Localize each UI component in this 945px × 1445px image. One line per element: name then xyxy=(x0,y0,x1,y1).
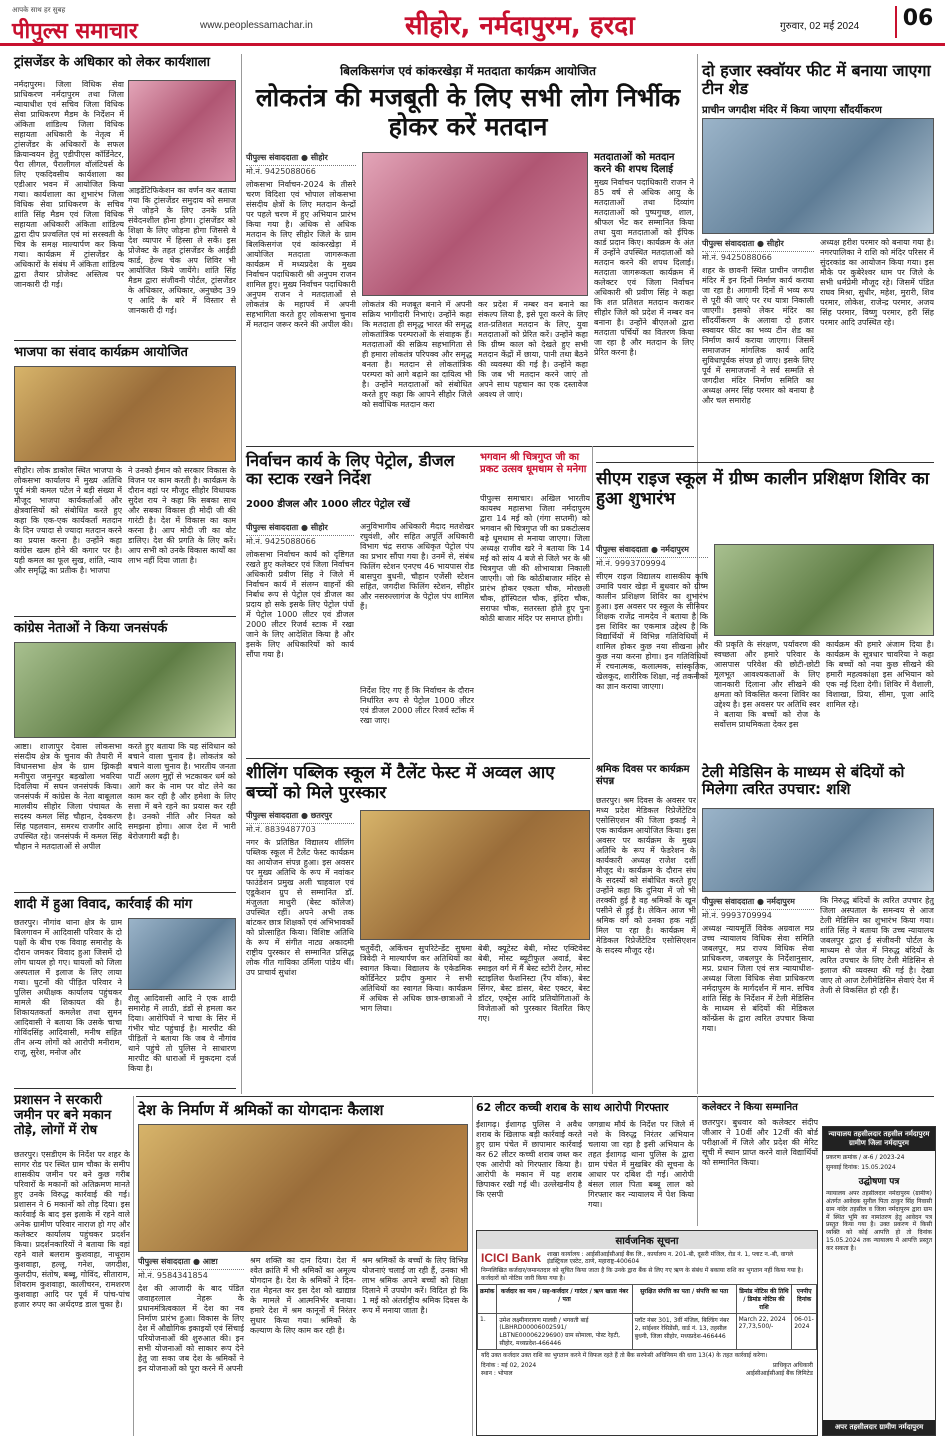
divider xyxy=(14,340,236,341)
table-cell: 06-01-2024 xyxy=(792,1313,817,1349)
ad-icici-place: स्थान : भोपाल xyxy=(481,1369,513,1377)
issue-date: गुरुवार, 02 मई 2024 xyxy=(780,21,860,32)
body-shilling: नगर के प्रतिष्ठित विद्यालय शीलिंग पब्लिक स्कूल में टैलेंट फेस्ट कार्यक्रम का आयोजन संपन्न हुआ। इस अवसर पर मुख्य अतिथि के रूप में नवांकर फाउंडेशन प्रमुख अली चाहवाल एवं एडूकेशन ग्रुप से सम्मानित डॉ. मंजुलता माथुरी (बेस्ट कॉलेज) उपस्थित रहीं। अपने अभी तक बांटकर छात्र शिक्षकों एवं अभिभावकों को प्रोत्साहित किया। विशिष्ट अतिथि के रूप में संगीत नाट्य अकादमी राष्ट्रीय पुरस्कार से सम्मानित प्रसिद्ध लोक गीत गायिका उर्मिला पांडेय थीं। उप प्राचार्य सुधांश xyxy=(246,838,354,977)
tehsil-body: न्यायालय अपर तहसीलदार नर्मदापुरम (ग्रामीण) अंतर्गत आवेदक सुनील पिता ठाकुर सिंह निवासी ग्राम नांदेर तहसील व जिला नर्मदापुरम द्वारा ग्राम में स्थित भूमि का नामांतरण हेतु आवेदन पत्र प्रस्तुत किया गया है। उक्त प्रकरण में किसी व्यक्ति को कोई आपत्ति हो तो दिनांक 15.05.2024 तक न्यायालय में आपत्ति प्रस्तुत कर सकता है। xyxy=(826,1190,932,1252)
mobile-petrol: मो.नं. 9425088066 xyxy=(246,537,316,546)
body-tinshed: शहर के छावनी स्थित प्राचीन जगदीश मंदिर में इन दिनों निर्माण कार्य कराया जा रहा है। आगामी दिनों में भव्य रूप से पूरी की जाएं पर रथ यात्रा निकाली जाएगी। इसको लेकर मंदिर का सौंदर्यीकरण के अलावा दो हजार स्क्वायर फीट का भव्य टीन शेड का निर्माण कार्य कराया जाएगा। जिसमें समाजजन मांगलिक कार्य आदि सुविधापूर्वक संपन्न हो जाए। इसके लिए पूर्व में समाजजनों ने सर्व सम्मति से जगदीश मंदिर निर्माण समिति का अध्यक्ष अमर सिंह परमार को बनाया है और चल समारोह xyxy=(702,266,814,405)
photo-shilling-award xyxy=(360,810,590,940)
photo-bjp-event xyxy=(14,366,236,462)
byline-cmrise: पीपुल्स संवाददाता ● नर्मदापुरम xyxy=(596,544,708,558)
ad-icici-footer: यदि उक्त कर्जदार उक्त राशि का भुगतान करने में विफल रहते हैं तो बैंक सरफेसी अधिनियम की धारा 13(4) के तहत कार्रवाई करेगा। xyxy=(481,1351,768,1359)
byline-petrol: पीपुल्स संवाददाता ● सीहोर xyxy=(246,522,354,536)
ad-icici-notice xyxy=(476,1230,818,1436)
newspaper-logo xyxy=(12,6,138,45)
divider xyxy=(246,446,694,447)
body-cmrise-3: कार्यक्रम की हमारे अंजाम दिया है। कार्यक्रम के सूत्रधार चावरिया ने कहा कि बच्चों को नया कुछ सीखने की हमारी महत्वकांक्षा इस अभियान को एक नई दिशा देगी। शिविर में वैशाली, विशाखा, प्रिया, सीमा, पूजा आदि शामिल रहे। xyxy=(826,640,934,709)
headline-congress: कांग्रेस नेताओं ने किया जनसंपर्क xyxy=(14,621,168,636)
headline-liquor: 62 लीटर कच्ची शराब के साथ आरोपी गिरफ्तार xyxy=(476,1101,669,1114)
table-row xyxy=(478,1284,817,1313)
table-cell: 1. xyxy=(478,1313,497,1349)
photo-marriage xyxy=(128,918,236,990)
logo-text: पीपुल्स समाचार xyxy=(12,19,138,44)
divider xyxy=(136,1096,934,1097)
tehsil-footer: अपर तहसीलदार ग्रामीण नर्मदापुरम xyxy=(823,1420,935,1435)
body-petrol: लोकसभा निर्वाचन कार्य को दृष्टिगत रखते हुए कलेक्टर एवं जिला निर्वाचन अधिकारी प्रवीण सिंह ने जिले में निर्वाचन कार्य में संलग्न वाहनों की निर्बाध रूप से पेट्रोल एवं डीजल का प्रदाय हो सके इसके लिए पेट्रोल पंपों में पेट्रोल 1000 लीटर एवं डीजल 2000 लीटर रिजर्व स्टाक में रखा जाने के लिए आदेशित किया है और इसके लिए अधिकारियों को कार्य सौंपा गया है। xyxy=(246,550,354,659)
body-labourday: छतरपुर। श्रम दिवस के अवसर पर मध्य प्रदेश मेडिकल रिप्रेजेंटेटिव एसोसिएशन की जिला इकाई ने एक कार्यक्रम आयोजित किया। इस अवसर पर कार्यक्रम के मुख्य अतिथि के रूप में फेडरेशन के कार्यकारी अध्यक्ष राजेश दर्शी मौजूद थे। कार्यक्रम के दौरान संघ के सदस्यों को संबोधित करते हुए उन्होंने कहा कि दुनिया में जो भी तरक्की हुई है वह श्रमिकों के खून पसीने से हुई है। लेकिन आज भी श्रमिक वर्ग को उनका हक नहीं मिल पा रहा है। कार्यक्रम में मेडिकल रिप्रेजेंटेटिव एसोसिएशन के सदस्य मौजूद रहे। xyxy=(596,796,696,955)
tehsil-title: उद्घोषणा पत्र xyxy=(858,1177,900,1188)
byline-tinshed: पीपुल्स संवाददाता ● सीहोर xyxy=(702,238,814,252)
mobile-cmrise: मो.नं. 9993709994 xyxy=(596,559,666,568)
headline-labourday: श्रमिक दिवस पर कार्यक्रम संपन्न xyxy=(596,764,690,787)
column-rule xyxy=(133,1096,134,1436)
photo-temple xyxy=(702,118,934,234)
column-rule xyxy=(697,1096,698,1226)
col-header: क्रमांक xyxy=(478,1284,497,1313)
ad-icici-bank-logo: ICICI Bank xyxy=(481,1251,542,1266)
ad-tehsil-notice xyxy=(822,1126,936,1436)
body-liquor: ईशागढ़। ईशागढ़ पुलिस ने अवैध शराब के खिलाफ बड़ी कार्रवाई करते हुए ग्राम पंचेत में छापामार कार्रवाई कर 62 लीटर कच्ची शराब जब्त कर एक आरोपी को गिरफ्तार किया है। आरोपी के मकान में यह शराब छिपाकर रखी गई थी। उल्लेखनीय है कि एसपी xyxy=(476,1120,582,1199)
headline-telemedicine: टेली मेडिसिन के माध्यम से बंदियों को मिलेगा त्वरित उपचार: शशि xyxy=(702,763,905,799)
col-header: डिमांड नोटिस की तिथि / डिमांड नोटिस की राशि xyxy=(736,1284,792,1313)
subhead-tinshed: प्राचीन जगदीश मंदिर में किया जाएगा सौंदर्यीकरण xyxy=(702,105,882,116)
divider xyxy=(14,1088,236,1089)
body-cmrise-2: की प्रकृति के संरक्षण, पर्यावरण की स्वच्छता और हमारे परिवार के आसपास परिवेश की छोटी-छोटी मूलभूत आवश्यकताओं के लिए जानकारी दिलाना और सीखने की क्षमता को विकसित करना शिविर का उद्देश्य है। इस अवसर पर अतिथि स्वर ने बताया कि बच्चों को रोज के सर्वोत्तम प्राथमिकता देकर इस xyxy=(714,640,820,729)
body-congress-2: करते हुए बताया कि यह संविधान को बचाने वाला चुनाव है। लोकतंत्र को बचाने वाला चुनाव है। भारतीय जनता पार्टी अलग मुद्दों से भटकाकर धर्म को आगे कर के नाम पर वोट लेने का काम कर रही है और हमेशा के लिए सत्ता में बने रहने का प्रयास कर रही है। उनको नीति और नियत को समझना होगा। आज देश में भारी बेरोजगारी बढ़ी है। xyxy=(128,742,236,841)
body-bjp: सीहोर। लोक डाकोल स्थित भाजपा के लोकसभा कार्यालय में मुख्य अतिथि पूर्व मंत्री कमल पटेल ने बड़ी संख्या में मौजूद भाजपा कार्यकर्ताओं और क्षेत्रवासियों को संबोधित करते हुए कहा कि एक-एक कार्यकर्ता मतदान के दिन ज्यादा से ज्यादा मतदान करने का प्रयास करना है। उन्होंने कहा कांग्रेस खत्म होने की कगार पर है। यही कमल का फूल सुख, शांति, न्याय और समृद्धि का प्रतीक है। भाजपा xyxy=(14,466,122,575)
tehsil-header: न्यायालय तहसीलदार तहसील नर्मदापुरम ग्रामीण जिला नर्मदापुरम xyxy=(823,1127,935,1151)
table-row xyxy=(478,1313,817,1349)
divider xyxy=(14,616,236,617)
body-tinshed-2: अध्यक्ष हरीश परमार को बनाया गया है। नगरपालिका ने राशि को मंदिर परिसर में सुंदरकांड का आयोजन किया गया। इस मौके पर कुबेरेश्वर धाम पर जिले के सभी धर्मप्रेमी मौजूद रहे। जिसमें पंडित राघव मिश्रा, सुधीर, महेश, मुरारी, शिव परमार, लोकेश, राजेन्द्र परमार, अजय सिंह परमार, विष्णु परमार, हरी सिंह परमार आदि उपस्थित रहे। xyxy=(820,238,934,327)
demand-amount: 27,73,500/- xyxy=(738,1322,774,1330)
ad-icici-intro: निम्नलिखित कर्जदार/जमानतदार को सूचित किया जाता है कि उनके द्वारा बैंक से लिए गए ऋण के संबंध में बकाया राशि का भुगतान नहीं किया गया है। कर्जदारों को नोटिस जारी किया गया है। xyxy=(481,1267,804,1282)
table-cell xyxy=(736,1313,792,1349)
column-rule xyxy=(472,1096,473,1436)
divider xyxy=(14,892,236,893)
ad-icici-sign: प्राधिकृत अधिकारी xyxy=(772,1361,813,1369)
photo-telemedicine xyxy=(702,808,934,892)
body-shilling-2: चतुर्वेदी, अकिंचन सुपरिटेन्डेंट सुषमा त्रिवेदी ने माल्यार्पण कर अतिथियों का स्वागत किया। विद्यालय के एकेडमिक कोर्डिनेटर प्रदीप कुमार ने सभी अतिथियों का स्वागत किया। कार्यक्रम में अधिक से अधिक छात्र-छात्राओं ने भाग लिया। xyxy=(360,944,472,1013)
column-rule xyxy=(592,446,593,1094)
column-rule xyxy=(241,54,242,1094)
divider xyxy=(246,758,590,759)
divider xyxy=(596,462,934,463)
col-header: सुरक्षित संपत्ति का पता / संपत्ति का पता xyxy=(632,1284,736,1313)
tehsil-date: सुनवाई दिनांक: 15.05.2024 xyxy=(826,1164,896,1172)
body-lead-2: लोकतंत्र की मजबूत बनाने में अपनी सक्रिय भागीदारी निभाएं। उन्होंने कहा कि मतदाता ही समृद्ध भारत की समृद्ध लोकतांत्रिक परम्पराओं के संवाहक हैं। मतदाताओं की सक्रिय सहभागिता से ही हमारा लोकतंत्र परिपक्व और समृद्ध बनता है। मतदान से लोकतांत्रिक परम्परा को आगे बढ़ाने का दायित्व भी है। उन्होंने मतदाताओं को संबोधित करते हुए कहा कि आपने सीहोर जिले को सर्वाधिक मतदान करा xyxy=(362,300,472,409)
photo-speaker xyxy=(128,80,236,182)
ad-icici-header: सार्वजनिक सूचना xyxy=(477,1231,817,1249)
body-lead: लोकसभा निर्वाचन-2024 के तीसरे चरण विदिशा एवं भोपाल लोकसभा संसदीय क्षेत्रों के लिए मतदान केन्द्रों पर पहले चरण में हुए अभियान प्रारंभ किया गया है। अधिक से अधिक मतदान के लिए सीहोर जिले के ग्राम बिलकिसगंज एवं कांकरखेड़ा में आयोजित मतदाता जागरूकता कार्यक्रम में मध्यप्रदेश के मुख्य निर्वाचन पदाधिकारी श्री अनुपम राजन शामिल हुए। मुख्य निर्वाचन पदाधिकारी अनुपम राजन ने मतदाताओं से लोकतंत्र के महापर्व में अपनी सहभागिता करते हुए लोकसभा चुनाव में मतदान जरूर करने की अपील की। xyxy=(246,180,356,329)
headline-bjp: भाजपा का संवाद कार्यक्रम आयोजित xyxy=(14,345,188,360)
website-link[interactable]: www.peoplessamachar.in xyxy=(200,20,313,31)
headline-labour-nation: देश के निर्माण में श्रमिकों का योगदानः कैलाश xyxy=(138,1101,384,1119)
headline-tinshed: दो हजार स्क्वॉयर फीट में बनाया जाएगा टीन शेड xyxy=(702,61,931,99)
mobile-shilling: मो.नं. 8839487703 xyxy=(246,825,316,834)
body-labour-nation-2: श्रम शक्ति का दान दिया। देश में श्वेत क्रांति में भी श्रमिकों का अमूल्य योगदान है। देश के श्रमिकों ने दिन-रात मेहनत कर इस देश को खाद्यान्न के मामले में आत्मनिर्भर बनाया। हमारे देश में श्रम कानूनों में निरंतर सुधार किया गया। श्रमिकों के कल्याण के लिए काम कर रही है। xyxy=(250,1256,356,1335)
body-labour-nation: देश की आजादी के बाद पंडित जवाहरलाल नेहरू के प्रधानमंत्रित्वकाल में देश का नव निर्माण प्रारंभ हुआ। विकास के लिए देश में औद्योगिक इकाइयों एवं सिंचाई परियोजनाओं की शुरुआत की। इन सभी योजनाओं को साकार रूप देने हेतु जा सका जब देश के श्रमिकों ने इन योजनाओं को पूरा करने में अपनी xyxy=(138,1284,244,1373)
mobile-telemedicine: मो.नं. 9993709994 xyxy=(702,911,772,920)
page-number: 06 xyxy=(895,6,939,38)
byline-telemedicine: पीपुल्स संवाददाता ● नर्मदापुरम xyxy=(702,896,814,910)
byline-lead: पीपुल्स संवाददाता ● सीहोर xyxy=(246,152,356,166)
ad-icici-date: दिनांक : मई 02, 2024 xyxy=(481,1361,537,1369)
mobile-lead: मो.नं. 9425088066 xyxy=(246,167,316,176)
body-congress: आष्टा। शाजापुर देवास लोकसभा संसदीय क्षेत्र के चुनाव की तैयारी में विधानसभा क्षेत्र के ग्राम झिकड़ी मनीपुरा जमुनपुर बड़खोला भवरिया दिवलिया में सघन जनसंपर्क किया। जनसंपर्क में कांग्रेस के नेता बाबूलाल मालवीय सीहोर जिला पंचायत के सदस्य कमल सिंह चौहान, देवकरण सिंह पहलवान, समरथ राजगीर आदि उपस्थित रहे। जनसंपर्क में कमल सिंह चौहान ने मतदाताओं से अपील xyxy=(14,742,122,851)
table-cell: प्लॉट नंबर 301, 3वीं मंजिल, बिल्डिंग नंबर 2, सांईश्वर रेसिडेंसी, वार्ड नं. 13, तहसील बुधनी, जिला सीहोर, मध्यप्रदेश-466446 xyxy=(632,1313,736,1349)
headline-voters: मतदाताओं को मतदान करने की शपथ दिलाई xyxy=(594,152,675,175)
ad-icici-table xyxy=(477,1284,817,1350)
headline-shilling: शीलिंग पब्लिक स्कूल में टैलेंट फेस्ट में अव्वल आए बच्चों को मिले पुरस्कार xyxy=(246,763,555,803)
headline-petrol: निर्वाचन कार्य के लिए पेट्रोल, डीजल का स्टाक रखने निर्देश xyxy=(246,451,455,489)
photo-lead-voters xyxy=(362,152,588,296)
ad-icici-sign-bank: आईसीआईसीआई बैंक लिमिटेड xyxy=(745,1369,813,1377)
headline-lead: लोकतंत्र की मजबूती के लिए सभी लोग निर्भीक होकर करें मतदान xyxy=(255,83,681,141)
mobile-tinshed: मो.नं. 9425088066 xyxy=(702,253,772,262)
body-labour-nation-3: श्रम श्रमिकों के बच्चों के लिए विभिन्न योजनाएं चलाई जा रही हैं, उनका भी लाभ श्रमिक अपने बच्चों को शिक्षा दिलाने में उपयोग करें। विदित हो कि 1 मई को अंतर्राष्ट्रीय श्रमिक दिवस के रूप में मनाया जाता है। xyxy=(362,1256,468,1315)
headline-chitragupta: भगवान श्री चित्रगुप्त जी का प्रकट उत्सव धूमधाम से मनेगा xyxy=(480,452,587,475)
kicker-lead: बिलकिसगंज एवं कांकरखेड़ा में मतदाता कार्यक्रम आयोजित xyxy=(340,64,596,78)
mobile-labour-nation: मो.नं. 9584341854 xyxy=(138,1271,208,1280)
byline-labour-nation: पीपुल्स संवाददाता ● आष्टा xyxy=(138,1256,244,1270)
body-marriage-2: शैलू आदिवासी आदि ने एक शादी समारोह में लाठी, डंडों से हमला कर दिया। आरोपियों ने चाचा के सिर में गंभीर चोट पहुंचाई है। मारपीट की पीड़ितों ने बताया कि जब वे नौगांव थाने पहुंचे तो पुलिस ने साधारण मारपीट की धाराओं में मुकदमा दर्ज किया है। xyxy=(128,994,236,1073)
ad-icici-office: शाखा कार्यालय : आईसीआईसीआई बैंक लि., कार्यालय न. 201-बी, दूसरी मंजिल, रोड नं. 1, प्लाट न.-बी, वागले इंडस्ट्रियल एस्टेट, ठाणे, महाराष्ट्र-400604 xyxy=(547,1251,794,1266)
headline-marriage: शादी में हुआ विवाद, कार्रवाई की मांग xyxy=(14,897,193,912)
body-petrol-3: निर्देश दिए गए हैं कि निर्वाचन के दौरान निर्धारित रूप से पेट्रोल 1000 लीटर एवं डीजल 2000 लीटर रिजर्व स्टॉक में रखा जाए। xyxy=(360,686,474,725)
body-voters: मुख्य निर्वाचन पदाधिकारी राजन ने 85 वर्ष से अधिक आयु के मतदाताओं तथा दिव्यांग मतदाताओं को पुष्पगुच्छ, शाल, श्रीफल भेंट कर सम्मानित किया तथा युवा मतदाताओं को ईपिक कार्ड प्रदान किए। कार्यक्रम के अंत में उन्होंने उपस्थित मतदाताओं को मतदान करने की शपथ दिलाई। मतदाता जागरूकता कार्यक्रम में कलेक्टर एवं जिला निर्वाचन अधिकारी श्री प्रवीण सिंह ने कहा कि शत प्रतिशत मतदान कराकर सीहोर जिले को प्रदेश में नम्बर वन बनाना है। उन्होंने बीएलओ द्वारा मतदाता पर्चियों का वितरण किया जा रहा है और मतदान के लिए प्रेरित करना है। xyxy=(594,178,694,357)
body-marriage: छतरपुर। नौगांव थाना क्षेत्र के ग्राम बिलगावन में आदिवासी परिवार के दो पक्षों के बीच एक विवाह समारोह के दौरान जमकर विवाद हुआ जिसमें दो लोग घायल हो गए। घायलों को जिला अस्पताल में इलाज के लिए लाया गया। घुटनों की पीड़ित परिवार ने पुलिस अधीक्षक कार्यालय पहुंचकर मामले की शिकायत की है। शिकायतकर्ता कमलेश तथा सुमन आदिवासी ने बताया कि उसके चाचा गोविंदसिंह आदिवासी, मनीष सहित तीन अन्य लोगों को आरोपी मनीराम, राजू, सुरेश, मनोज और xyxy=(14,918,122,1057)
body-telemedicine-2: कि निरुद्ध बंदियों के त्वरित उपचार हेतु जिला अस्पताल के समन्वय से आज टेली मेडिसिन का शुभारंभ किया गया। शांति सिंह ने बताया कि उच्च न्यायालय जबलपुर द्वारा ई संजीवनी पोर्टल के माध्यम से जेल में निरुद्ध बंदियों के त्वरित उपचार के लिए टेली मेडिसिन से इलाज की व्यवस्था की गई है। देखा जाए तो आज टेलीमेडिसिन सेवाएं देश में तेजी से विकसित हो रही हैं। xyxy=(820,896,934,995)
body-chitragupta: पीपुल्स समाचार। अखिल भारतीय कायस्थ महासभा जिला नर्मदापुरम द्वारा 14 मई को (गंगा सप्तमी) को भगवान श्री चित्रगुप्त जी का प्रकटोत्सव बड़े धूमधाम से मनाया जाएगा। जिला अध्यक्ष राजीव खरे ने बताया कि 14 मई को सांय 4 बजे से जिले भर के श्री चित्रगुप्त जी की शोभायात्रा निकाली जाएगी। जो कि कोठीबाजार मंदिर से प्रारंभ होकर एकता चौक, मोरछली चौक, हॉस्पिटल चौक, इंदिरा चौक, सराफा चौक, सतरस्ता होते हुए पुनः कोठी बाजार मंदिर पर समाप्त होगी। xyxy=(480,494,590,623)
photo-labour-nation xyxy=(138,1124,468,1252)
byline-shilling: पीपुल्स संवाददाता ● छतरपुर xyxy=(246,810,354,824)
body-encroach: छतरपुर। एसडीएम के निर्देश पर शहर के सागर रोड पर स्थित ग्राम चौका के समीप शासकीय जमीन पर बने कुछ गरीब परिवारों के मकानों को अतिक्रमण मानते हुए उनके विरुद्ध कार्रवाई की गई। प्रशासन ने 6 मकानों को तोड़ दिया। इस कार्रवाई के बाद इस इलाके में रहने वाले अनेक ग्रामीण परिवार नाराज हो गए और कलेक्टर कार्यालय पहुंचकर प्रदर्शन किया। प्रदर्शनकारियों ने बताया कि वहां रहने वाले बलराम कुशवाहा, नाथूराम कुशवाहा, हल्लू, गनेश, जगदीश, कुलदीप, संतोष, बब्बू, गोविंद, सीताराम, शिवराम कुशवाहा, कालीचरन, रामशरण कुशवाहा आदि पर पूर्व में पांच-पांच हजार रुपए का अर्थदण्ड डाल चुका है। xyxy=(14,1150,130,1309)
body-bjp-2: ने उनको ईमान को सरकार विकास के विजन पर काम करती है। कार्यक्रम के दौरान वहां पर मौजूद सीहोर विधायक सुदेश राय ने कहा कि सबका साथ और सबका विकास ही मोदी जी की गारंटी है। देश में विकास का काम करना है। आप मोदी जी का वोट डालिए। देश की प्रगति के लिए करें। आप सभी को उनके विकास कार्यों का लाभ नहीं दिया जाता है। xyxy=(128,466,236,565)
logo-tagline: आपके साथ हर सुबह xyxy=(12,6,66,14)
body-collector: छतरपुर। बुधवार को कलेक्टर संदीप जीआर ने 10वीं और 12वीं की बोर्ड परीक्षाओं में जिले और प्रदेश की मेरिट सूची में स्थान प्राप्त करने वाले विद्यार्थियों को सम्मानित किया। xyxy=(702,1118,818,1167)
headline-transgender: ट्रांसजेंडर के अधिकार को लेकर कार्यशाला xyxy=(14,55,210,70)
table-cell: उमेश लक्ष्मीनारायण मालवी / भगवती बाई (LBHRD00006002591/ LBTNE00006229690) ग्राम सोमाला, पोस्ट रेहटी, सीहोर, मध्यप्रदेश-466446 xyxy=(497,1313,632,1349)
tehsil-case: प्रकरण क्रमांक / अ-6 / 2023-24 xyxy=(826,1154,905,1162)
body-lead-3: कर प्रदेश में नम्बर वन बनाने का संकल्प लिया है, इसे पूरा करने के लिए शत-प्रतिशत मतदान के लिए, युवा मतदाताओं को प्रेरित करें। उन्होंने कहा कि ग्रीष्म काल को देखते हुए सभी मतदान केंद्रों में छाया, पानी तथा बैठने की व्यवस्था की गई है। उन्होंने कहा कि जब भी मतदान करने जाएं तो अपने साथ पहचान का एक दस्तावेज अवश्य ले जाएं। xyxy=(478,300,588,399)
headline-encroach: प्रशासन ने सरकारी जमीन पर बने मकान तोड़े, लोगों में रोष xyxy=(14,1093,112,1138)
body-petrol-2: अनुविभागीय अधिकारी मैदाद मतशेखर रघुवंशी, और सहित अपूर्ति अधिकारी विभाग चंद्र सराफ अधिकृत पेट्रोल पंप का प्रभार सौंपा गया है। उनमें से, संबंध फिलिंग स्टेशन एनएच 46 भायपास रोड बासपुरा बुधनी, चौहान एजेंसी स्टेशन सहित, जगदीश फिलिंग स्टेशन, सीहोर और नसरुल्लागंज के पेट्रोल पंप शामिल हैं। xyxy=(360,522,474,611)
demand-date: March 22, 2024 xyxy=(738,1315,786,1323)
col-header: एनपीए दिनांक xyxy=(792,1284,817,1313)
body-shilling-3: बेबी, क्यूटेस्ट बेबी, मोस्ट एक्टिवेस्ट बेबी, मोस्ट ब्यूटीफुल अवार्ड, बेस्ट स्माइल वर्ग में मैं बेस्ट स्टोरी टेलर, मोस्ट स्टाइलिश फैशनिस्टा (रैंप वॉक), बेस्ट सिंगर, बेस्ट डांसर, बेस्ट एक्टर, बेस्ट डॉटर, एक्ट्रेस आदि प्रतियोगिताओं के विजेताओं को पुरस्कार वितरित किए गए। xyxy=(478,944,590,1023)
headline-cmrise: सीएम राइज स्कूल में ग्रीष्म कालीन प्रशिक्षण शिविर का हुआ शुभारंभ xyxy=(596,469,930,509)
photo-congress xyxy=(14,642,236,738)
body-cmrise: सीएम राइज विद्यालय शासकीय कृषि उमावि पवार खेड़ा में बुधवार को ग्रीष्म कालीन प्रशिक्षण शिविर का शुभारंभ हुआ। इस अवसर पर स्कूल के सीनियर शिक्षक राजेंद्र नामदेव ने बताया है कि इस शिविर का एकमात्र उद्देश्य है कि विद्यार्थियों में विभिन्न गतिविधियों में शामिल होकर कुछ नया सीखना और कुछ नया करना होगा। इन गतिविधियों में रचनात्मक, कलात्मक, सांस्कृतिक, खेलकूद, शारीरिक शिक्षा, नई तकनीकों का ज्ञान कराया जाएगा। xyxy=(596,572,708,691)
photo-cmrise xyxy=(714,544,934,636)
col-header: कर्जदार का नाम / सह-कर्जदार / गारंटर / ऋण खाता नंबर / पता xyxy=(497,1284,632,1313)
body-liquor-2: जगन्नाथ मौर्य के निर्देश पर जिले में नशे के विरुद्ध निरंतर अभियान चलाया जा रहा है इसी अभियान के तहत ईशागढ़ थाना पुलिस के द्वारा ग्राम पंचेत में मुखबिर की सूचना के आधार पर दबिश दी गई। आरोपी बंसल लाल पिता बब्बू लाल को गिरफ्तार कर न्यायालय में पेश किया गया। xyxy=(588,1120,694,1209)
headline-collector: कलेक्टर ने किया सम्मानित xyxy=(702,1102,798,1113)
body-telemedicine: अध्यक्ष न्यायमूर्ति विवेक अग्रवाल मप्र उच्च न्यायालय विधिक सेवा समिति जबलपुर, मप्र राज्य विधिक सेवा प्राधिकरण, जबलपुर के निर्देशानुसार, मप्र. प्रधान जिला एवं सत्र न्यायाधीश-अध्यक्ष जिला विधिक सेवा प्राधिकरण नर्मदापुरम के मार्गदर्शन में मान. सचिव शांति सिंह के निर्देशन में टेली मेडिसिन के माध्यम से बंदियों की मेडिकल कॉन्फ्रेंस के द्वारा त्वरित उपचार किया गया। xyxy=(702,924,814,1033)
body-transgender: नर्मदापुरम। जिला विधिक सेवा प्राधिकरण नर्मदापुरम तथा जिला न्यायाधीश एवं सचिव जिला विधिक सेवा प्राधिकरण मैडम के निर्देशन में अंकिता शांडिल्य जिला विधिक सहायता अधिकारी के नेतृत्व में ट्रांसजेंडर के अधिकारों के सफल क्रियान्वयन हेतु एडीपीएस कॉर्डिनेटर, पैरा लीगल, पैरालीगल वॉलंटियर्स के लिए एकदिवसीय कार्यशाला का एडीआर भवन में आयोजित किया गया। कार्यशाला का शुभारंभ जिला विधिक सेवा प्राधिकरण के सचिव शांति सिंह मैडम एवं जिला विधिक सहायता अधिकारी अंकिता शांडिल्य द्वारा दीप प्रज्वलित एवं मां सरस्वती के चित्र के समक्ष माल्यार्पण कर किया गया। कार्यक्रम में ट्रांसजेंडर के अधिकारों के संबंध में अंकिता शांडिल्य द्वारा तैयार प्रोजेक्ट अस्तित्व पर जानकारी दी गई। xyxy=(14,80,124,289)
region-title: सीहोर, नर्मदापुरम, हरदा xyxy=(405,11,635,41)
body-transgender-2: आइडेंटिफिकेशन का वर्णन कर बताया गया कि ट्रांसजेंडर समुदाय को समाज से जोड़ने के लिए उनके प्रति संवेदनशील होना होगा। ट्रांसजेंडर को शिक्षा के लिए जोड़ना होगा जिससे वे देश व्यापार में हिस्सा ले सकें। इस प्रोजेक्ट के तहत ट्रांसजेंडर के आईडी कार्ड, हेल्थ चेक अप शिविर भी आयोजित किये जायेंगे। शांति सिंह मैडम द्वारा संजीवनी पोर्टल, ट्रांसजेंडर के अधिकार, अधिकार, अनुच्छेद 39 ए आदि के बारे में विस्तार से जानकारी दी गई। xyxy=(128,186,236,315)
subhead-petrol: 2000 डीजल और 1000 लीटर पेट्रोल रखें xyxy=(246,499,410,510)
